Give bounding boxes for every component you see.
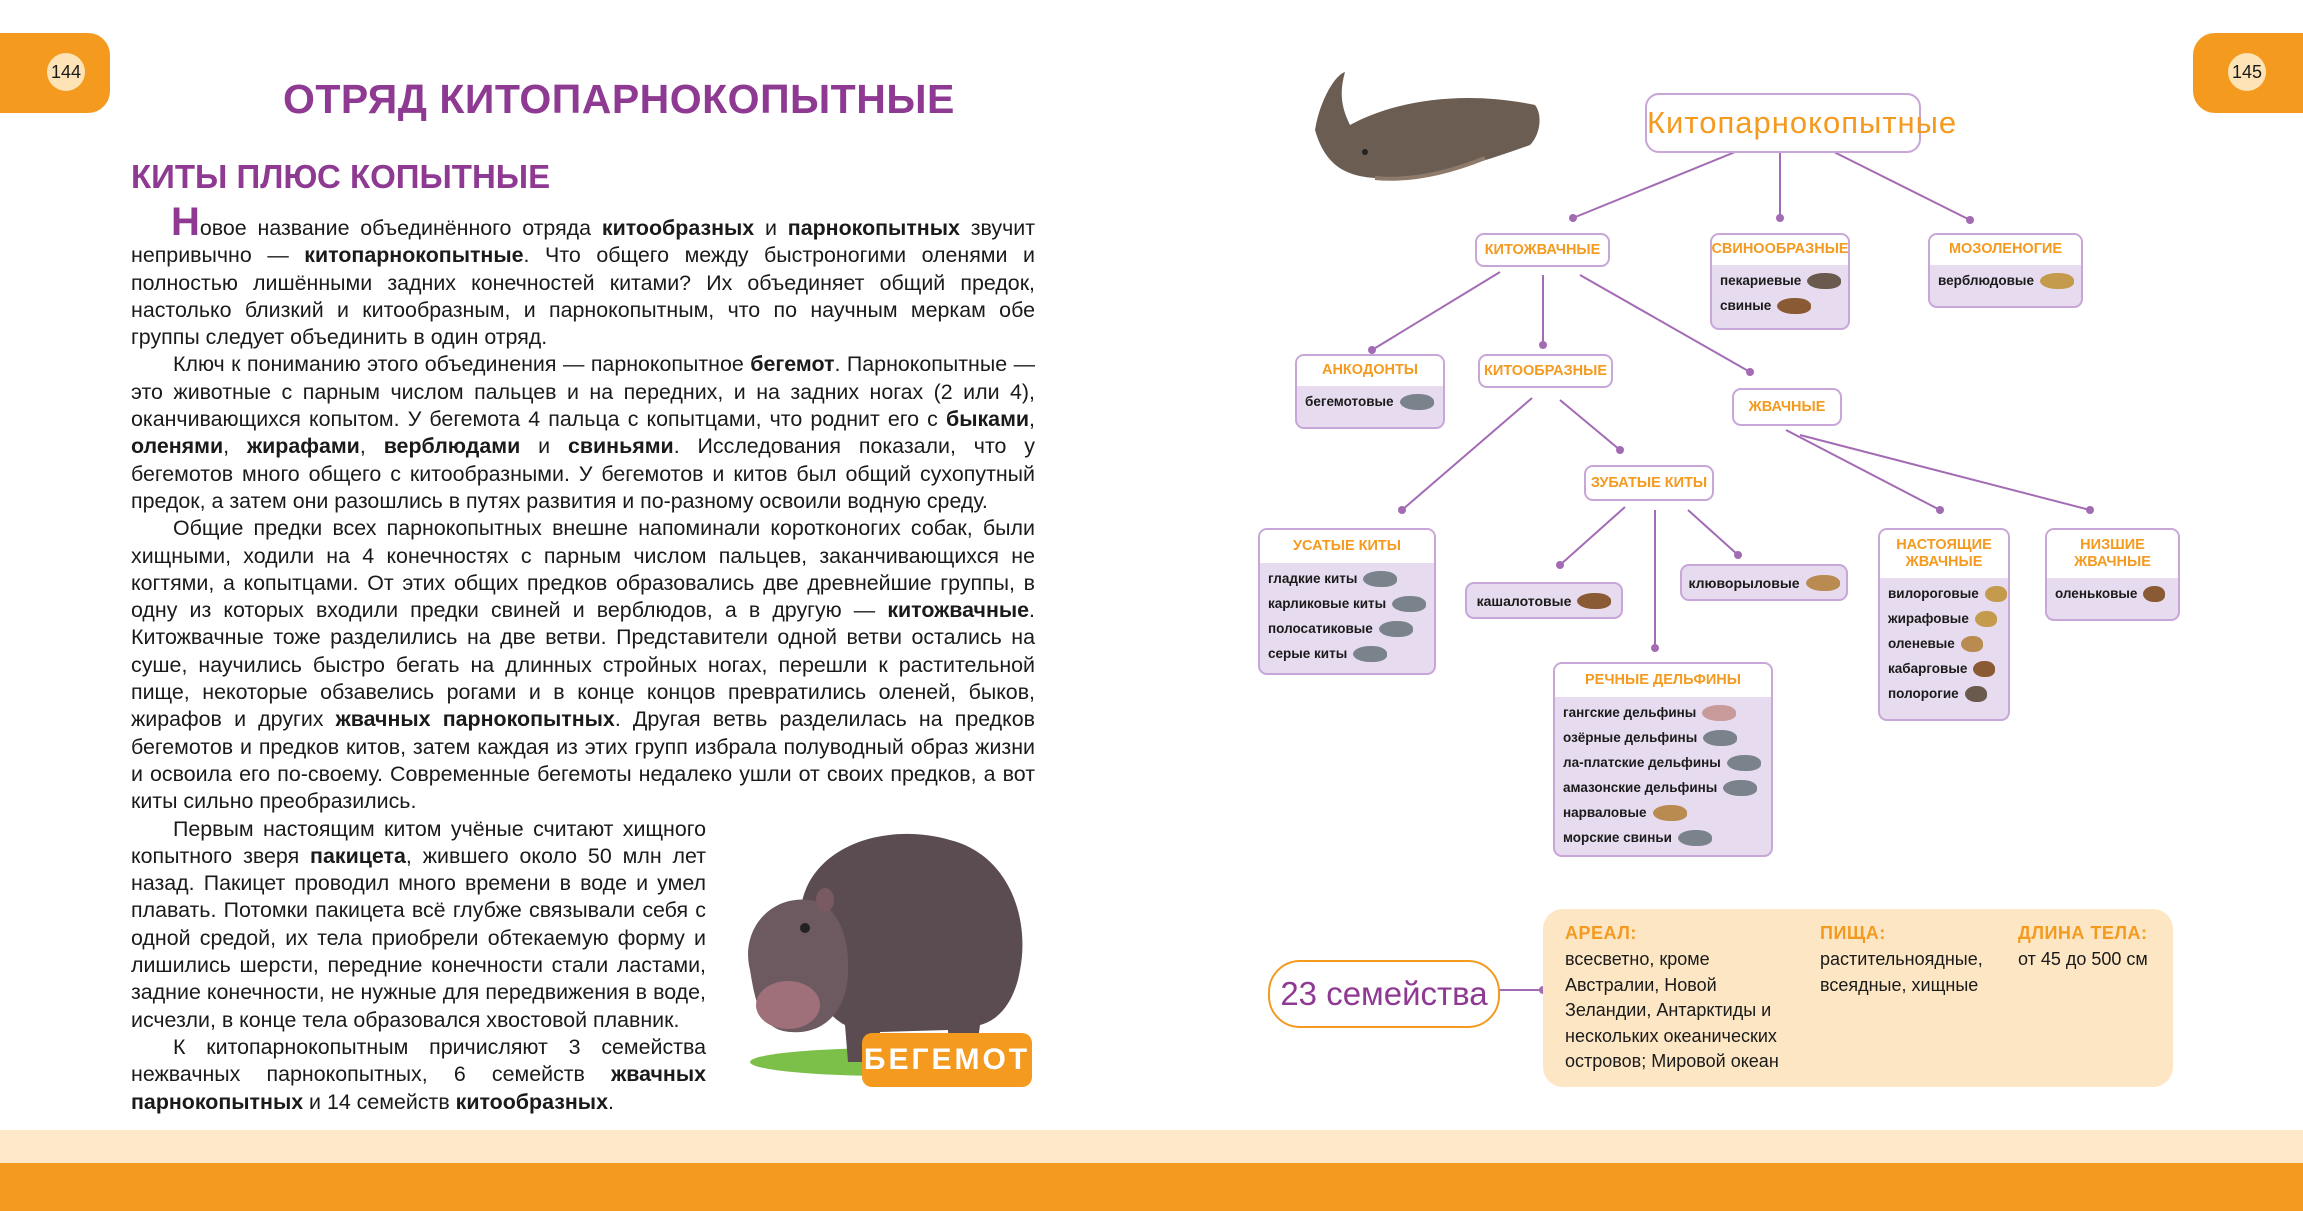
node-usatye-kity	[1258, 528, 1436, 675]
node-mozolenogie	[1928, 233, 2083, 308]
list-item: верблюдовые	[1938, 268, 2073, 293]
dolphin-icon	[1703, 730, 1737, 746]
dolphin-icon	[1723, 780, 1757, 796]
beaked-whale-icon	[1806, 575, 1840, 591]
node-rechnye-delfiny	[1553, 662, 1773, 857]
right-page-tab	[2193, 33, 2303, 113]
list-item: морские свиньи	[1563, 825, 1763, 850]
info-food: ПИЩА: растительноядные, всеядные, хищные	[1820, 923, 1983, 995]
chapter-title: ОТРЯД КИТОПАРНОКОПЫТНЫЕ	[283, 76, 955, 122]
list-item: жирафовые	[1888, 606, 2000, 631]
whale-icon	[1363, 571, 1397, 587]
porpoise-icon	[1678, 830, 1712, 846]
list-item: нарваловые	[1563, 800, 1763, 825]
node-nizshie-zhvachnye	[2045, 528, 2180, 621]
node-mozolenogie-title: МОЗОЛЕНОГИЕ	[1930, 235, 2081, 265]
node-zubatye-kity: ЗУБАТЫЕ КИТЫ	[1584, 465, 1714, 501]
pronghorn-icon	[1985, 586, 2007, 602]
list-item: амазонские дельфины	[1563, 775, 1763, 800]
paragraph-5: К китопарнокопытным причисляют 3 семейства нежвачных парнокопытных, 6 семейств жвачных парнокопытных и 14 семейств китообразных.	[131, 1034, 706, 1114]
dolphin-icon	[1702, 705, 1736, 721]
info-length: ДЛИНА ТЕЛА: от 45 до 500 см	[2018, 923, 2148, 969]
paragraph-3: Общие предки всех парнокопытных внешне напоминали коротконогих собак, были хищными, ходили на 4 конечностях с парным числом пальцев, заканчивающихся не когтями, а копытцами. От этих общих предков образовались две древнейшие группы, в одну из которых входили предки свиней и верблюдов, а в другую — китожвачные. Китожвачные тоже разделились на две ветви. Представители одной ветви остались на суше, научились быстро бегать на длинных стройных ногах, перешли к растительной пище, некоторые обзавелись рогами и в конце концов превратились оленей, быков, жирафов и других жвачных парнокопытных. Другая ветвь разделилась на предков бегемотов и предков китов, затем каждая из этих групп избрала полуводный образ жизни и освоила его по-своему. Современные бегемоты недалеко ушли от своих предков, а вот киты сильно преобразились.	[131, 516, 1035, 814]
hippo-icon	[1400, 394, 1434, 410]
footer-band-orange	[0, 1163, 2303, 1211]
whale-icon	[1379, 621, 1413, 637]
list-item: полорогие	[1888, 681, 2000, 706]
node-nastoyashchie-zhvachnye	[1878, 528, 2010, 721]
sperm-whale-icon	[1577, 593, 1611, 609]
list-item: озёрные дельфины	[1563, 725, 1763, 750]
node-ankodonty	[1295, 354, 1445, 429]
node-kitozhvachnye: КИТОЖВАЧНЫЕ	[1475, 233, 1610, 267]
list-item: кабарговые	[1888, 656, 2000, 681]
sperm-whale-illustration	[1305, 70, 1545, 200]
node-nastoyashchie-title: НАСТОЯЩИЕ ЖВАЧНЫЕ	[1880, 530, 2008, 578]
camel-icon	[2040, 273, 2074, 289]
node-klyuvorylovye: клюворыловые	[1680, 564, 1848, 601]
list-item: оленевые	[1888, 631, 2000, 656]
footer-band-light	[0, 1130, 2303, 1163]
list-item: полосатиковые	[1268, 616, 1426, 641]
whale-icon	[1392, 596, 1426, 612]
dolphin-icon	[1727, 755, 1761, 771]
peccary-icon	[1807, 273, 1841, 289]
list-item: пекариевые	[1720, 268, 1840, 293]
node-rechnye-title: РЕЧНЫЕ ДЕЛЬФИНЫ	[1555, 664, 1771, 697]
giraffe-icon	[1975, 611, 1997, 627]
node-kitoobraznye: КИТООБРАЗНЫЕ	[1478, 354, 1613, 388]
paragraph-1: Новое название объединённого отряда китообразных и парнокопытных звучит непривычно — китопарнокопытные. Что общего между быстроногими оленями и полностью лишёнными задних конечностей китами? Их объединяет общий предок, настолько близкий и китообразным, и парнокопытным, что по научным меркам обе группы следует объединить в один отряд.	[131, 200, 1035, 350]
bovid-icon	[1965, 686, 1987, 702]
node-ankodonty-title: АНКОДОНТЫ	[1297, 356, 1443, 386]
list-item: гладкие киты	[1268, 566, 1426, 591]
node-svinoobraznye	[1710, 233, 1850, 330]
musk-deer-icon	[1973, 661, 1995, 677]
section-title: КИТЫ ПЛЮС КОПЫТНЫЕ	[131, 158, 551, 195]
node-nizshie-title: НИЗШИЕ ЖВАЧНЫЕ	[2047, 530, 2178, 578]
paragraph-2: Ключ к пониманию этого объединения — парнокопытное бегемот. Парнокопытные — это животные с парным числом пальцев и на передних, и на задних ногах (2 или 4), оканчивающихся копытом. У бегемота 4 пальца с копытцами, что роднит его с быками, оленями, жирафами, верблюдами и свиньями. Исследования показали, что у бегемотов много общего с китообразными. У бегемотов и китов был общий сухопутный предок, а затем они разошлись в путях развития и по-разному освоили водную среду.	[131, 352, 1035, 513]
chevrotain-icon	[2143, 586, 2165, 602]
left-page-number: 144	[47, 53, 85, 91]
list-item: ла-платские дельфины	[1563, 750, 1763, 775]
whale-icon	[1353, 646, 1387, 662]
info-areal: АРЕАЛ: всесветно, кроме Австралии, Новой Зеландии, Антарктиды и нескольких океанических островов; Мировой океан	[1565, 923, 1779, 1071]
list-item: вилороговые	[1888, 581, 2000, 606]
boar-icon	[1777, 298, 1811, 314]
hippo-label: БЕГЕМОТ	[862, 1033, 1032, 1087]
drop-cap: Н	[171, 200, 200, 244]
list-item: бегемотовые	[1305, 389, 1435, 414]
narwhal-icon	[1653, 805, 1687, 821]
list-item: свиные	[1720, 293, 1840, 318]
list-item: оленьковые	[2055, 581, 2170, 606]
node-usatye-title: УСАТЫЕ КИТЫ	[1260, 530, 1434, 563]
info-card	[1543, 909, 2173, 1087]
right-page-number: 145	[2228, 53, 2266, 91]
list-item: карликовые киты	[1268, 591, 1426, 616]
node-svinoobraznye-title: СВИНООБРАЗНЫЕ	[1712, 235, 1848, 265]
list-item: серые киты	[1268, 641, 1426, 666]
deer-icon	[1961, 636, 1983, 652]
list-item: гангские дельфины	[1563, 700, 1763, 725]
families-count: 23 семейства	[1268, 960, 1500, 1028]
node-kashalotovye: кашалотовые	[1465, 582, 1623, 619]
node-zhvachnye: ЖВАЧНЫЕ	[1732, 388, 1842, 426]
tree-root-node: Китопарнокопытные	[1645, 93, 1921, 153]
left-page-tab	[0, 33, 110, 113]
paragraph-4: Первым настоящим китом учёные считают хищного копытного зверя пакицета, жившего около 50 млн лет назад. Пакицет проводил много времени в воде и умел плавать. Потомки пакицета всё глубже связывали себя с одной средой, их тела приобрели обтекаемую форму и лишились шерсти, передние конечности стали ластами, задние конечности, не нужные для передвижения в воде, исчезли, в конце тела образовался хвостовой плавник.	[131, 816, 706, 1032]
